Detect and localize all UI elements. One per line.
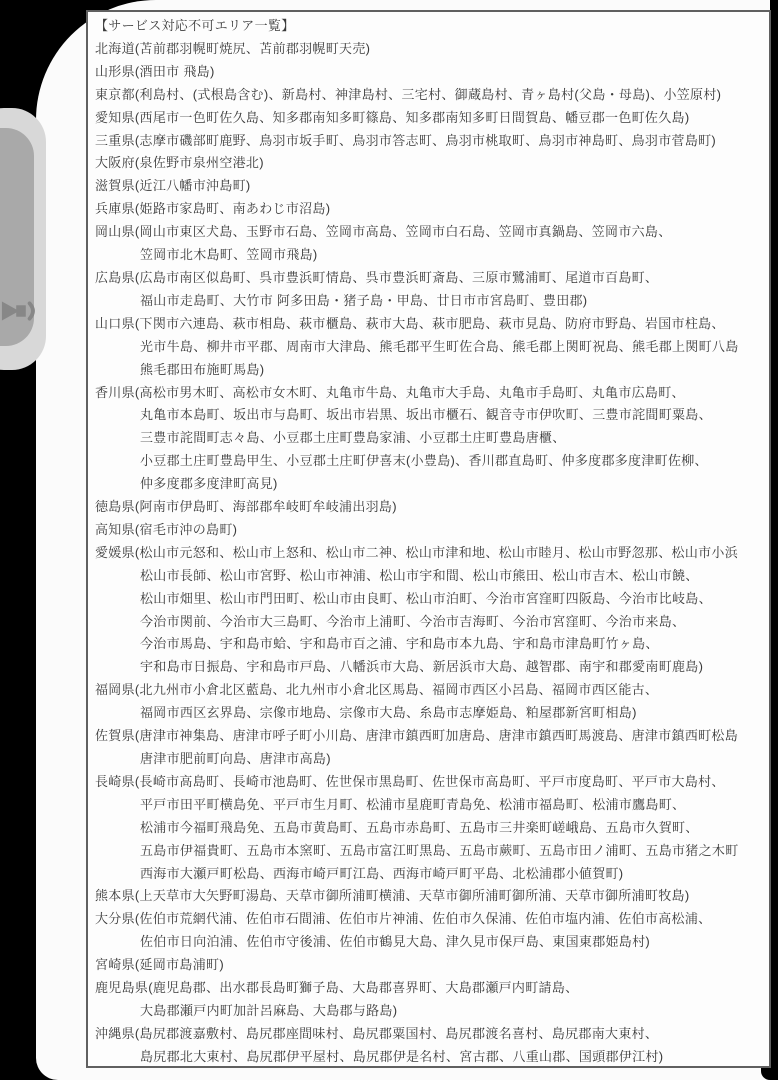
- area-line-continued: 五島市伊福貴町、五島市本窯町、五島市富江町黒島、五島市蕨町、五島市田ノ浦町、五島市猪之木町: [140, 842, 739, 858]
- area-line-prefecture: 大阪府(泉佐野市泉州空港北): [95, 155, 264, 171]
- area-line-continued: 笠岡市北木島町、笠岡市飛島): [140, 247, 318, 263]
- area-line-prefecture: 高知県(宿毛市沖の島町): [95, 521, 238, 537]
- area-line-continued: 西海市大瀬戸町松島、西海市崎戸町江島、西海市崎戸町平島、北松浦郡小値賀町): [140, 865, 624, 881]
- area-line-continued: 佐伯市日向泊浦、佐伯市守後浦、佐伯市鶴見大島、津久見市保戸島、東国東郡姫島村): [140, 934, 651, 950]
- area-line-prefecture: 大分県(佐伯市荒網代浦、佐伯市石間浦、佐伯市片神浦、佐伯市久保浦、佐伯市塩内浦、佐伯市高松浦、: [95, 911, 712, 927]
- area-line-continued: 福山市走島町、大竹市 阿多田島・猪子島・甲島、廿日市市宮島町、豊田郡): [140, 292, 588, 308]
- area-line-prefecture: 佐賀県(唐津市神集島、唐津市呼子町小川島、唐津市鎮西町加唐島、唐津市鎮西町馬渡島、唐津市鎮西町松島: [95, 728, 739, 744]
- area-line-prefecture: 徳島県(阿南市伊島町、海部郡牟岐町牟岐浦出羽島): [95, 499, 397, 515]
- area-line-prefecture: 滋賀県(近江八幡市沖島町): [95, 178, 251, 194]
- area-line-prefecture: 山形県(酒田市 飛島): [95, 63, 215, 79]
- area-line-continued: 宇和島市日振島、宇和島市戸島、八幡浜市大島、新居浜市大島、越智郡、南宇和郡愛南町鹿島): [140, 659, 704, 675]
- area-line-continued: 三豊市詫間町志々島、小豆郡土庄町豊島家浦、小豆郡土庄町豊島唐櫃、: [140, 430, 566, 446]
- area-line-prefecture: 愛媛県(松山市元怒和、松山市上怒和、松山市二神、松山市津和地、松山市睦月、松山市野忽那、松山市小浜: [95, 544, 739, 560]
- area-line-continued: 仲多度郡多度津町高見): [140, 476, 278, 492]
- area-line-prefecture: 山口県(下関市六連島、萩市相島、萩市櫃島、萩市大島、萩市肥島、萩市見島、防府市野島、岩国市柱島、: [95, 315, 725, 331]
- area-line-prefecture: 福岡県(北九州市小倉北区藍島、北九州市小倉北区馬島、福岡市西区小呂島、福岡市西区能古、: [95, 682, 659, 698]
- area-line-continued: 福岡市西区玄界島、宗像市地島、宗像市大島、糸島市志摩姫島、粕屋郡新宮町相島): [140, 705, 637, 721]
- area-line-continued: 松山市畑里、松山市門田町、松山市由良町、松山市泊町、今治市宮窪町四阪島、今治市比岐島、: [140, 590, 712, 606]
- area-line-prefecture: 岡山県(岡山市東区犬島、玉野市石島、笠岡市高島、笠岡市白石島、笠岡市真鍋島、笠岡市六島、: [95, 224, 672, 240]
- area-line-continued: 唐津市肥前町向島、唐津市高島): [140, 751, 331, 766]
- area-line-prefecture: 愛知県(西尾市一色町佐久島、知多郡南知多町篠島、知多郡南知多町日間賀島、幡豆郡一色町佐久島): [95, 109, 690, 125]
- area-line-continued: 今治市関前、今治市大三島町、今治市上浦町、今治市吉海町、今治市宮窪町、今治市来島、: [140, 613, 686, 629]
- area-line-continued: 松浦市今福町飛島免、五島市黄島町、五島市赤島町、五島市三井楽町嵯峨島、五島市久賀町、: [140, 819, 699, 835]
- area-line-continued: 丸亀市本島町、坂出市与島町、坂出市岩黒、坂出市櫃石、観音寺市伊吹町、三豊市詫間町粟島、: [140, 407, 712, 423]
- area-line-continued: 島尻郡北大東村、島尻郡伊平屋村、島尻郡伊是名村、宮古郡、八重山郡、国頭郡伊江村): [140, 1048, 664, 1064]
- prefecture-entries: [95, 38, 762, 1068]
- area-line-prefecture: 熊本県(上天草市大矢野町湯島、天草市御所浦町横浦、天草市御所浦町御所浦、天草市御所浦町牧島): [95, 888, 690, 904]
- area-line-prefecture: 長崎県(長崎市高島町、長崎市池島町、佐世保市黒島町、佐世保市高島町、平戸市度島町、平戸市大島村、: [95, 773, 725, 789]
- service-unavailable-area-list: [86, 10, 771, 1068]
- list-title: 【サービス対応不可エリア一覧】: [95, 18, 295, 33]
- area-line-prefecture: 香川県(高松市男木町、高松市女木町、丸亀市牛島、丸亀市大手島、丸亀市手島町、丸亀市広島町、: [95, 384, 685, 400]
- area-line-continued: 松山市長師、松山市宮野、松山市神浦、松山市宇和間、松山市熊田、松山市吉木、松山市饒、: [140, 567, 699, 583]
- area-line-prefecture: 鹿児島県(鹿児島郡、出水郡長島町獅子島、大島郡喜界町、大島郡瀬戸内町請島、: [95, 980, 579, 996]
- volume-muted-icon[interactable]: [0, 288, 42, 334]
- area-line-prefecture: 広島県(広島市南区似島町、呉市豊浜町情島、呉市豊浜町斎島、三原市鷺浦町、尾道市百島町、: [95, 269, 659, 285]
- document-page: [36, 0, 770, 1080]
- area-line-continued: 大島郡瀬戸内町加計呂麻島、大島郡与路島): [140, 1002, 398, 1018]
- area-line-prefecture: 三重県(志摩市磯部町鹿野、鳥羽市坂手町、鳥羽市答志町、鳥羽市桃取町、鳥羽市神島町、鳥羽市菅島町): [95, 132, 717, 148]
- area-line-prefecture: 兵庫県(姫路市家島町、南あわじ市沼島): [95, 201, 331, 217]
- area-line-continued: 今治市馬島、宇和島市蛤、宇和島市百之浦、宇和島市本九島、宇和島市津島町竹ヶ島、: [140, 636, 659, 652]
- area-line-continued: 平戸市田平町横島免、平戸市生月町、松浦市星鹿町青島免、松浦市福島町、松浦市鷹島町、: [140, 796, 686, 812]
- area-line-prefecture: 宮崎県(延岡市島浦町): [95, 957, 224, 973]
- area-line-continued: 小豆郡土庄町豊島甲生、小豆郡土庄町伊喜末(小豊島)、香川郡直島町、仲多度郡多度津町佐柳、: [140, 453, 708, 469]
- area-line-continued: 光市牛島、柳井市平郡、周南市大津島、熊毛郡平生町佐合島、熊毛郡上関町祝島、熊毛郡上関町八島: [140, 338, 739, 354]
- area-line-prefecture: 北海道(苫前郡羽幌町焼尻、苫前郡羽幌町天売): [95, 40, 371, 56]
- area-line-continued: 熊毛郡田布施町馬島): [140, 361, 265, 377]
- area-line-prefecture: 沖縄県(島尻郡渡嘉敷村、島尻郡座間味村、島尻郡粟国村、島尻郡渡名喜村、島尻郡南大東村、: [95, 1025, 659, 1041]
- area-line-prefecture: 東京都(利島村、(式根島含む)、新島村、神津島村、三宅村、御蔵島村、青ヶ島村(父島・母島)、小笠原村): [95, 86, 722, 102]
